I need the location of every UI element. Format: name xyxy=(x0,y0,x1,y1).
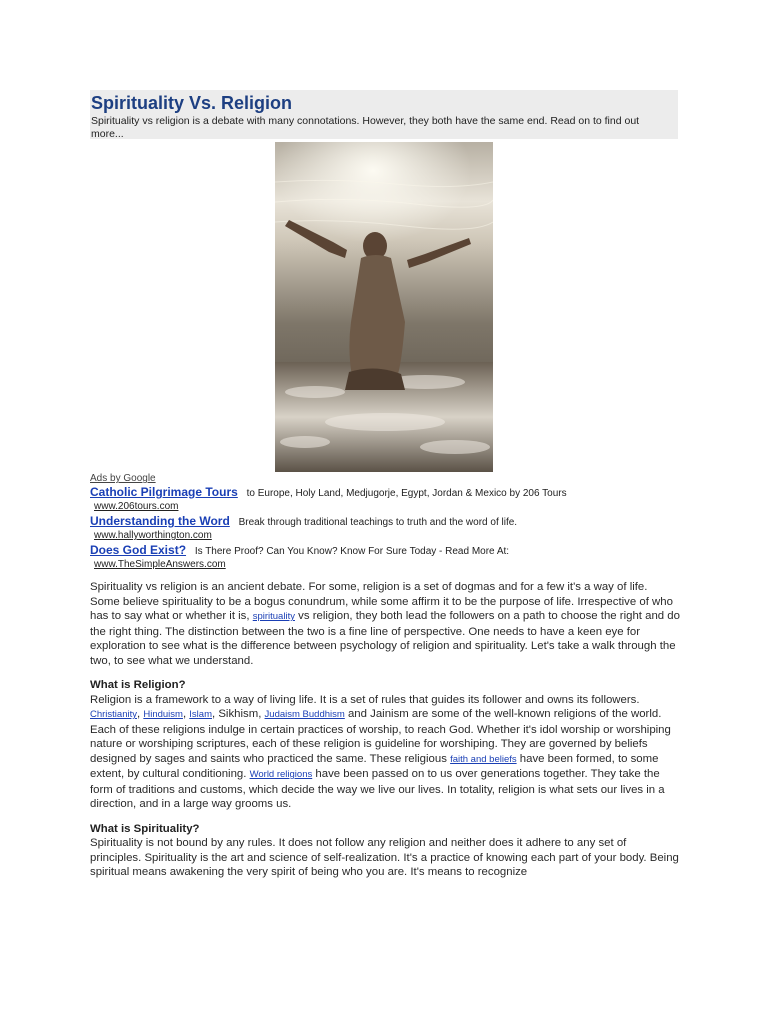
ad-description: Break through traditional teachings to truth and the word of life. xyxy=(238,517,518,528)
intro-paragraph xyxy=(90,580,680,668)
ad-title-link[interactable]: Does God Exist? xyxy=(90,543,187,557)
christianity-link[interactable]: Christianity xyxy=(90,709,137,720)
document-page xyxy=(90,90,678,880)
google-ads-block xyxy=(90,473,678,571)
intro-text: vs religion, they both lead the followers on a path to choose the right and do the right thing. The distinction between the two is a fine line of perspective. One needs to have a keen eye for exploration to see what is the difference between psychology of religion and spirituality. Let's take a walk through the two, to see what we understand. xyxy=(90,610,680,667)
religion-text: have been formed, to some extent, by cultural conditioning. xyxy=(90,752,659,780)
article-photo xyxy=(275,142,493,472)
spirituality-paragraph: Spirituality is not bound by any rules. It does not follow any religion and neither does it adhere to any set of principles. Spirituality is the art and science of self-realization. It's a practice of knowing each part of your body. Being spiritual means awakening the very spirit of being who you are. It's means to recognize xyxy=(90,837,679,878)
separator-text: , xyxy=(182,708,190,720)
ad-item xyxy=(90,514,678,530)
faith-and-beliefs-link[interactable]: faith and beliefs xyxy=(450,753,517,765)
hinduism-link[interactable]: Hinduism xyxy=(143,709,183,720)
ad-url-link[interactable]: www.206tours.com xyxy=(94,501,179,512)
religion-text: and Jainism are some of the well-known religions of the world. Each of these religions indulge in certain practices of worship, to reach God. Whether it's idol worship or worshiping nature or worshiping scriptures, each of these religion is guideline for worshiping. They are governed by beliefs designed by sages and saints who practiced the same. These religious xyxy=(90,708,671,765)
ad-url-link[interactable]: www.TheSimpleAnswers.com xyxy=(94,559,226,570)
ad-item xyxy=(90,485,678,501)
article-body xyxy=(90,580,680,880)
ad-title-link[interactable]: Understanding the Word xyxy=(90,514,230,528)
world-religions-link[interactable]: World religions xyxy=(249,769,313,780)
article-header xyxy=(90,90,678,139)
religion-text: Religion is a framework to a way of living life. It is a set of rules that guides its follower and owns its followers. xyxy=(90,693,640,706)
islam-link[interactable]: Islam xyxy=(189,709,212,720)
ad-item xyxy=(90,543,678,559)
religion-paragraph xyxy=(90,693,680,812)
ad-title-link[interactable]: Catholic Pilgrimage Tours xyxy=(90,485,238,499)
judaism-buddhism-link[interactable]: Judaism Buddhism xyxy=(264,709,345,720)
religion-text: have been passed on to us over generations together. They take the form of traditions and customs, which decide the way we live our lives. In totality, religion is what sets our lives in a direction, and in a large way grooms us. xyxy=(90,768,665,810)
ad-description: Is There Proof? Can You Know? Know For Sure Today - Read More At: xyxy=(194,546,510,557)
spirituality-heading: What is Spirituality? xyxy=(90,822,200,835)
ads-by-google-link[interactable]: Ads by Google xyxy=(90,473,156,484)
ad-description: to Europe, Holy Land, Medjugorje, Egypt, Jordan & Mexico by 206 Tours xyxy=(246,488,567,499)
intro-text: Spirituality vs religion is an ancient debate. For some, religion is a set of dogmas and for a few it's a way of life. Some believe spirituality to be a bogus conundrum, while some affirm it to be the purpose of life. Irrespective of who has to say what or whether it is, xyxy=(90,581,673,622)
page-title: Spirituality Vs. Religion xyxy=(91,93,293,113)
religion-text: , Sikhism, xyxy=(212,708,265,720)
separator-text: , xyxy=(137,708,144,720)
page-subtitle: Spirituality vs religion is a debate with many connotations. However, they both have the same end. Read on to find out more... xyxy=(91,115,640,140)
woman-kneeling-in-sea-icon xyxy=(275,142,493,472)
spirituality-link[interactable]: spirituality xyxy=(252,611,295,622)
religion-heading: What is Religion? xyxy=(90,679,186,691)
ad-url-link[interactable]: www.hallyworthington.com xyxy=(94,530,212,541)
